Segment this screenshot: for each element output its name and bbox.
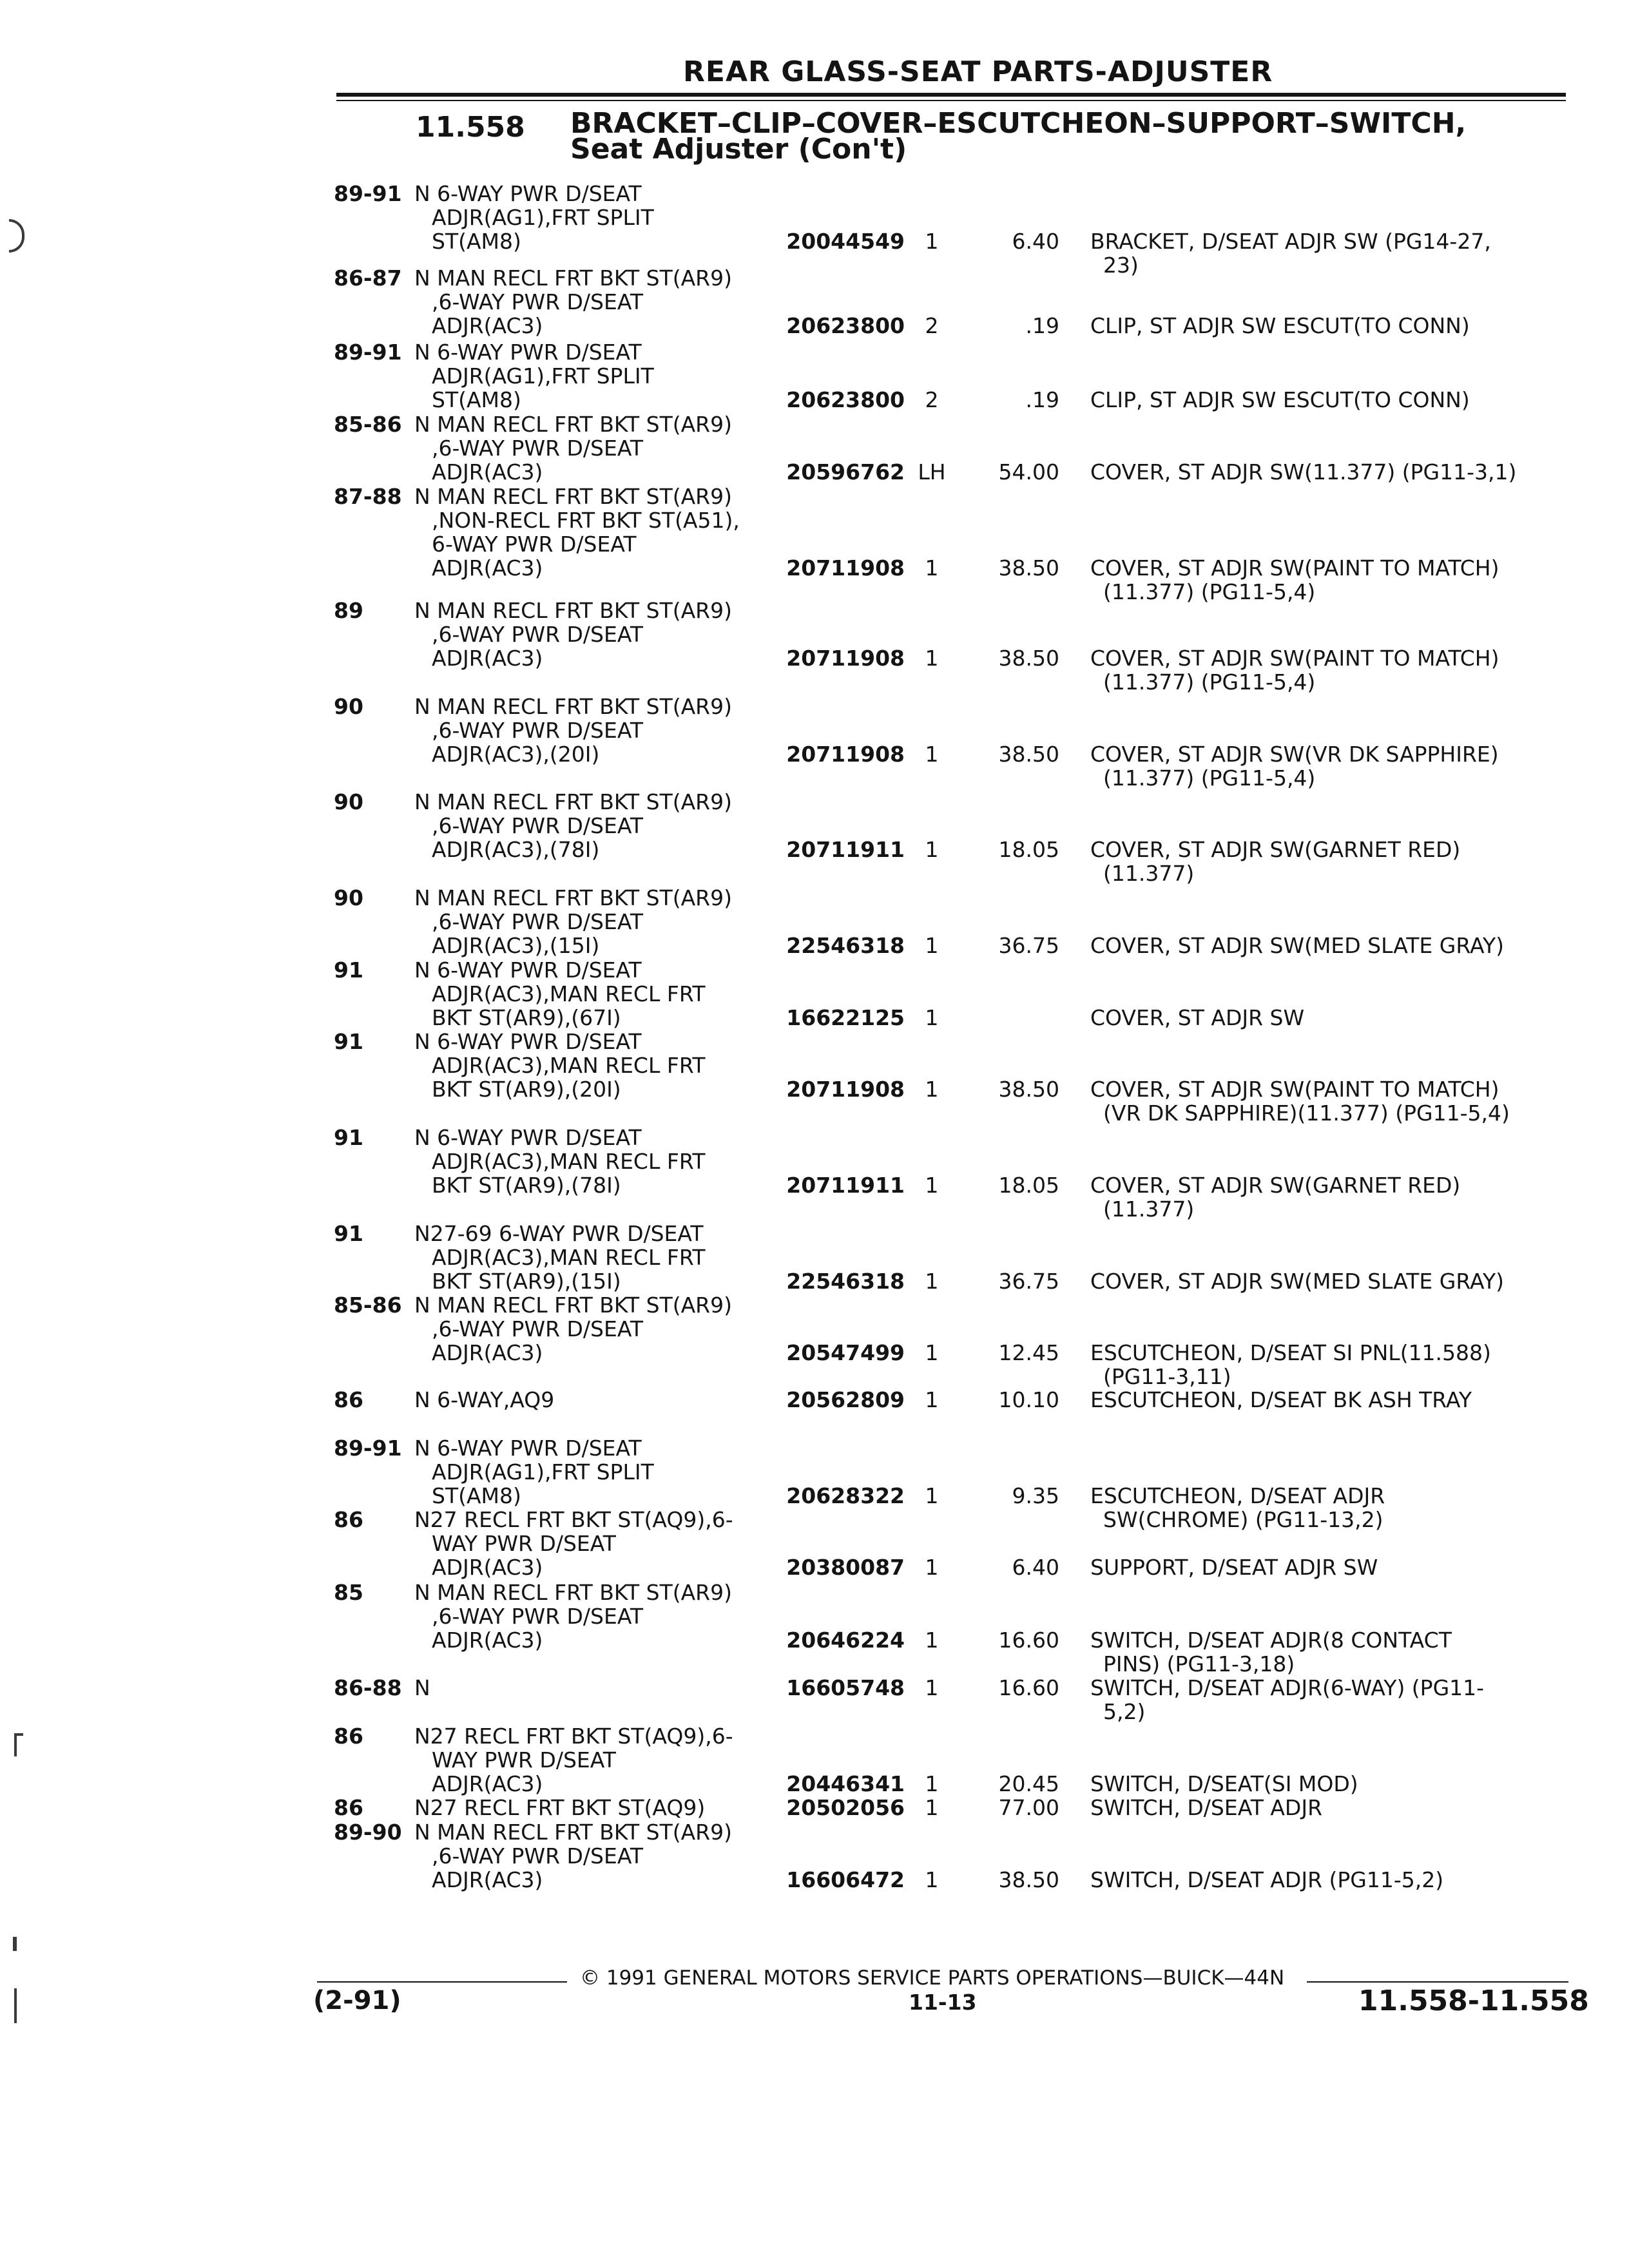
model-years: 90 [334,694,363,719]
part-number: 20044549 [786,229,905,254]
usage-text [414,1293,762,1365]
part-number: 22546318 [786,933,905,958]
usage-text [414,1820,762,1892]
page-title: REAR GLASS-SEAT PARTS-ADJUSTER [683,55,1273,88]
usage-line: ADJR(AC3),MAN RECL FRT [432,1245,706,1270]
part-description [1090,556,1567,604]
scan-edge-mark [14,1733,23,1736]
usage-text [414,790,762,861]
usage-line: ,6-WAY PWR D/SEAT [432,436,643,461]
quantity: 1 [925,646,939,671]
usage-line: ST(AM8) [432,1483,521,1508]
description-line: ESCUTCHEON, D/SEAT SI PNL(11.588) [1090,1340,1491,1365]
price: 18.05 [998,837,1059,862]
part-description [1090,1555,1567,1579]
model-years: 89-91 [334,1436,402,1461]
part-description [1090,1269,1567,1293]
price: 38.50 [998,1867,1059,1892]
part-description [1090,388,1567,412]
usage-line: N MAN RECL FRT BKT ST(AR9) [414,789,732,814]
usage-line: N MAN RECL FRT BKT ST(AR9) [414,885,732,910]
usage-line: ADJR(AC3) [432,1555,543,1580]
section-title: BRACKET–CLIP–COVER–ESCUTCHEON–SUPPORT–SWITCH, Seat Adjuster (Con't) [570,107,1467,166]
usage-line: ,6-WAY PWR D/SEAT [432,813,643,838]
usage-text [414,599,762,670]
description-line: COVER, ST ADJR SW [1090,1005,1305,1030]
quantity: 1 [925,1555,939,1580]
part-description [1090,646,1567,694]
usage-text [414,1676,762,1700]
model-years: 91 [334,1029,363,1054]
quantity: 1 [925,1628,939,1653]
part-number: 20711911 [786,837,905,862]
usage-line: ADJR(AC3) [432,1340,543,1365]
usage-line: N [414,1675,430,1700]
usage-line: BKT ST(AR9),(15I) [432,1269,621,1294]
usage-line: WAY PWR D/SEAT [432,1747,616,1773]
usage-line: ,6-WAY PWR D/SEAT [432,718,643,743]
part-description [1090,1077,1567,1125]
part-description [1090,460,1567,484]
usage-line: ,6-WAY PWR D/SEAT [432,909,643,934]
description-line: 5,2) [1103,1699,1146,1724]
part-number: 20628322 [786,1483,905,1508]
usage-line: N27 RECL FRT BKT ST(AQ9) [414,1795,706,1820]
usage-line: N 6-WAY PWR D/SEAT [414,181,642,206]
description-line: SW(CHROME) (PG11-13,2) [1103,1507,1383,1532]
price: 16.60 [998,1628,1059,1653]
part-description [1090,1772,1567,1796]
part-number: 20646224 [786,1628,905,1653]
quantity: 1 [925,1867,939,1892]
scan-edge-mark [14,1988,17,2023]
usage-line: N MAN RECL FRT BKT ST(AR9) [414,1580,732,1605]
part-description [1090,1484,1567,1532]
usage-line: N 6-WAY PWR D/SEAT [414,1029,642,1054]
description-line: COVER, ST ADJR SW(GARNET RED) [1090,1173,1461,1198]
usage-text [414,1508,762,1579]
usage-line: ADJR(AG1),FRT SPLIT [432,1459,654,1485]
part-number: 20711908 [786,555,905,581]
usage-text [414,1030,762,1101]
description-line: (11.377) (PG11-5,4) [1103,669,1316,695]
usage-line: ,6-WAY PWR D/SEAT [432,1604,643,1629]
model-years: 90 [334,885,363,910]
description-line: COVER, ST ADJR SW(GARNET RED) [1090,837,1461,862]
usage-line: ADJR(AC3) [432,1771,543,1796]
scan-edge-mark [13,1937,17,1951]
usage-line: N27 RECL FRT BKT ST(AQ9),6- [414,1724,733,1749]
description-line: COVER, ST ADJR SW(MED SLATE GRAY) [1090,1269,1504,1294]
part-number: 20623800 [786,313,905,338]
usage-line: N MAN RECL FRT BKT ST(AR9) [414,484,732,509]
usage-line: ADJR(AG1),FRT SPLIT [432,205,654,230]
price: .19 [1025,313,1059,338]
usage-text [414,412,762,484]
quantity: LH [918,459,946,485]
description-line: ESCUTCHEON, D/SEAT ADJR [1090,1483,1385,1508]
usage-line: ST(AM8) [432,387,521,412]
part-description [1090,1006,1567,1030]
usage-text [414,1222,762,1293]
part-number: 20596762 [786,459,905,485]
usage-line: ADJR(AC3) [432,555,543,581]
part-number: 20711908 [786,1077,905,1102]
footer-rule-right [1307,1981,1568,1983]
model-years: 91 [334,1125,363,1150]
price: 36.75 [998,933,1059,958]
quantity: 1 [925,1340,939,1365]
price: 54.00 [998,459,1059,485]
price: 38.50 [998,555,1059,581]
part-number: 16606472 [786,1867,905,1892]
usage-line: N 6-WAY PWR D/SEAT [414,957,642,983]
description-line: 23) [1103,253,1139,278]
quantity: 2 [925,313,939,338]
description-line: SWITCH, D/SEAT(SI MOD) [1090,1771,1358,1796]
part-number: 20502056 [786,1795,905,1820]
price: 10.10 [998,1387,1059,1412]
usage-line: N MAN RECL FRT BKT ST(AR9) [414,1293,732,1318]
description-line: SWITCH, D/SEAT ADJR(8 CONTACT [1090,1628,1452,1653]
usage-line: BKT ST(AR9),(78I) [432,1173,621,1198]
usage-line: ,6-WAY PWR D/SEAT [432,1843,643,1869]
usage-line: N 6-WAY PWR D/SEAT [414,1125,642,1150]
usage-line: ADJR(AC3),(78I) [432,837,600,862]
usage-line: ,6-WAY PWR D/SEAT [432,289,643,314]
usage-line: ADJR(AC3),MAN RECL FRT [432,1053,706,1078]
usage-line: ,6-WAY PWR D/SEAT [432,1316,643,1341]
model-years: 86-87 [334,265,402,291]
quantity: 1 [925,1483,939,1508]
usage-line: N MAN RECL FRT BKT ST(AR9) [414,694,732,719]
quantity: 1 [925,837,939,862]
price: 38.50 [998,742,1059,767]
quantity: 1 [925,1173,939,1198]
description-line: BRACKET, D/SEAT ADJR SW (PG14-27, [1090,229,1491,254]
part-description [1090,742,1567,790]
part-number: 20547499 [786,1340,905,1365]
usage-line: ADJR(AC3) [432,1867,543,1892]
usage-line: N MAN RECL FRT BKT ST(AR9) [414,1820,732,1845]
description-line: PINS) (PG11-3,18) [1103,1651,1295,1677]
quantity: 1 [925,1675,939,1700]
description-line: ESCUTCHEON, D/SEAT BK ASH TRAY [1090,1387,1472,1412]
usage-line: N27-69 6-WAY PWR D/SEAT [414,1221,704,1246]
footer-date: (2-91) [313,1986,401,2015]
model-years: 86 [334,1387,363,1412]
usage-line: BKT ST(AR9),(67I) [432,1005,621,1030]
usage-line: ADJR(AC3) [432,1628,543,1653]
quantity: 1 [925,1269,939,1294]
usage-line: N MAN RECL FRT BKT ST(AR9) [414,598,732,623]
usage-line: ST(AM8) [432,229,521,254]
part-description [1090,1173,1567,1221]
part-description [1090,838,1567,885]
model-years: 89-91 [334,181,402,206]
usage-line: ADJR(AC3) [432,459,543,485]
part-number: 20711911 [786,1173,905,1198]
price: 38.50 [998,1077,1059,1102]
footer-page-number: 11-13 [909,1990,977,2015]
description-line: SWITCH, D/SEAT ADJR(6-WAY) (PG11- [1090,1675,1485,1700]
description-line: COVER, ST ADJR SW(PAINT TO MATCH) [1090,555,1499,581]
usage-text [414,266,762,338]
part-number: 20711908 [786,742,905,767]
usage-line: N 6-WAY PWR D/SEAT [414,340,642,365]
part-number: 20562809 [786,1387,905,1412]
usage-text [414,1388,762,1412]
usage-line: N 6-WAY PWR D/SEAT [414,1436,642,1461]
usage-line: N MAN RECL FRT BKT ST(AR9) [414,412,732,437]
usage-line: N27 RECL FRT BKT ST(AQ9),6- [414,1507,733,1532]
description-line: COVER, ST ADJR SW(PAINT TO MATCH) [1090,1077,1499,1102]
model-years: 89-90 [334,1820,402,1845]
part-description [1090,1388,1567,1412]
description-line: (PG11-3,11) [1103,1364,1231,1389]
usage-line: ADJR(AC3),MAN RECL FRT [432,981,706,1006]
price: 20.45 [998,1771,1059,1796]
part-number: 20446341 [786,1771,905,1796]
description-line: SWITCH, D/SEAT ADJR [1090,1795,1323,1820]
scan-edge-mark [14,1733,17,1756]
part-description [1090,934,1567,957]
usage-text [414,1724,762,1796]
model-years: 86-88 [334,1675,402,1700]
usage-line: 6-WAY PWR D/SEAT [432,532,637,557]
usage-text [414,886,762,957]
quantity: 2 [925,387,939,412]
description-line: (VR DK SAPPHIRE)(11.377) (PG11-5,4) [1103,1100,1510,1126]
footer-copyright: © 1991 GENERAL MOTORS SERVICE PARTS OPERATIONS—BUICK—44N [580,1966,1285,1990]
model-years: 85-86 [334,412,402,437]
usage-text [414,340,762,412]
description-line: COVER, ST ADJR SW(11.377) (PG11-3,1) [1090,459,1517,485]
usage-text [414,958,762,1030]
usage-line: WAY PWR D/SEAT [432,1531,616,1556]
part-number: 16605748 [786,1675,905,1700]
usage-line: ADJR(AG1),FRT SPLIT [432,363,654,389]
quantity: 1 [925,229,939,254]
usage-text [414,485,762,580]
model-years: 86 [334,1724,363,1749]
usage-text [414,182,762,253]
quantity: 1 [925,742,939,767]
price: 12.45 [998,1340,1059,1365]
part-description [1090,1868,1567,1892]
part-number: 22546318 [786,1269,905,1294]
model-years: 86 [334,1507,363,1532]
price: 9.35 [1012,1483,1059,1508]
description-line: SWITCH, D/SEAT ADJR (PG11-5,2) [1090,1867,1444,1892]
part-number: 20623800 [786,387,905,412]
price: 18.05 [998,1173,1059,1198]
price: 36.75 [998,1269,1059,1294]
model-years: 91 [334,1221,363,1246]
part-description [1090,1676,1567,1724]
description-line: COVER, ST ADJR SW(MED SLATE GRAY) [1090,933,1504,958]
footer-section-range: 11.558-11.558 [1358,1984,1589,2017]
description-line: SUPPORT, D/SEAT ADJR SW [1090,1555,1378,1580]
part-number: 20711908 [786,646,905,671]
price: 6.40 [1012,229,1059,254]
usage-line: ,NON-RECL FRT BKT ST(A51), [432,508,740,533]
price: 77.00 [998,1795,1059,1820]
model-years: 87-88 [334,484,402,509]
description-line: COVER, ST ADJR SW(PAINT TO MATCH) [1090,646,1499,671]
model-years: 86 [334,1795,363,1820]
usage-text [414,695,762,766]
description-line: COVER, ST ADJR SW(VR DK SAPPHIRE) [1090,742,1499,767]
price: 16.60 [998,1675,1059,1700]
model-years: 91 [334,957,363,983]
quantity: 1 [925,933,939,958]
usage-line: ADJR(AC3) [432,646,543,671]
price: 38.50 [998,646,1059,671]
usage-line: ,6-WAY PWR D/SEAT [432,622,643,647]
usage-text [414,1126,762,1197]
model-years: 90 [334,789,363,814]
part-description [1090,1341,1567,1389]
usage-line: ADJR(AC3) [432,313,543,338]
price: .19 [1025,387,1059,412]
description-line: (11.377) (PG11-5,4) [1103,765,1316,791]
description-line: CLIP, ST ADJR SW ESCUT(TO CONN) [1090,313,1470,338]
part-description [1090,1628,1567,1676]
quantity: 1 [925,1387,939,1412]
model-years: 85-86 [334,1293,402,1318]
part-description [1090,229,1567,277]
quantity: 1 [925,1795,939,1820]
usage-line: ADJR(AC3),MAN RECL FRT [432,1149,706,1174]
usage-line: ADJR(AC3),(20I) [432,742,600,767]
model-years: 89-91 [334,340,402,365]
part-number: 20380087 [786,1555,905,1580]
section-number: 11.558 [416,111,525,144]
quantity: 1 [925,1077,939,1102]
description-line: (11.377) [1103,1196,1195,1222]
usage-text [414,1796,762,1820]
part-description [1090,314,1567,338]
usage-text [414,1581,762,1652]
usage-line: N MAN RECL FRT BKT ST(AR9) [414,265,732,291]
description-line: (11.377) [1103,861,1195,886]
usage-text [414,1436,762,1508]
description-line: (11.377) (PG11-5,4) [1103,579,1316,604]
part-description [1090,1796,1567,1820]
part-number: 16622125 [786,1005,905,1030]
usage-line: ADJR(AC3),(15I) [432,933,600,958]
quantity: 1 [925,1005,939,1030]
model-years: 85 [334,1580,363,1605]
footer-rule-left [317,1981,567,1983]
description-line: CLIP, ST ADJR SW ESCUT(TO CONN) [1090,387,1470,412]
usage-line: N 6-WAY,AQ9 [414,1387,555,1412]
usage-line: BKT ST(AR9),(20I) [432,1077,621,1102]
price: 6.40 [1012,1555,1059,1580]
quantity: 1 [925,555,939,581]
model-years: 89 [334,598,363,623]
quantity: 1 [925,1771,939,1796]
